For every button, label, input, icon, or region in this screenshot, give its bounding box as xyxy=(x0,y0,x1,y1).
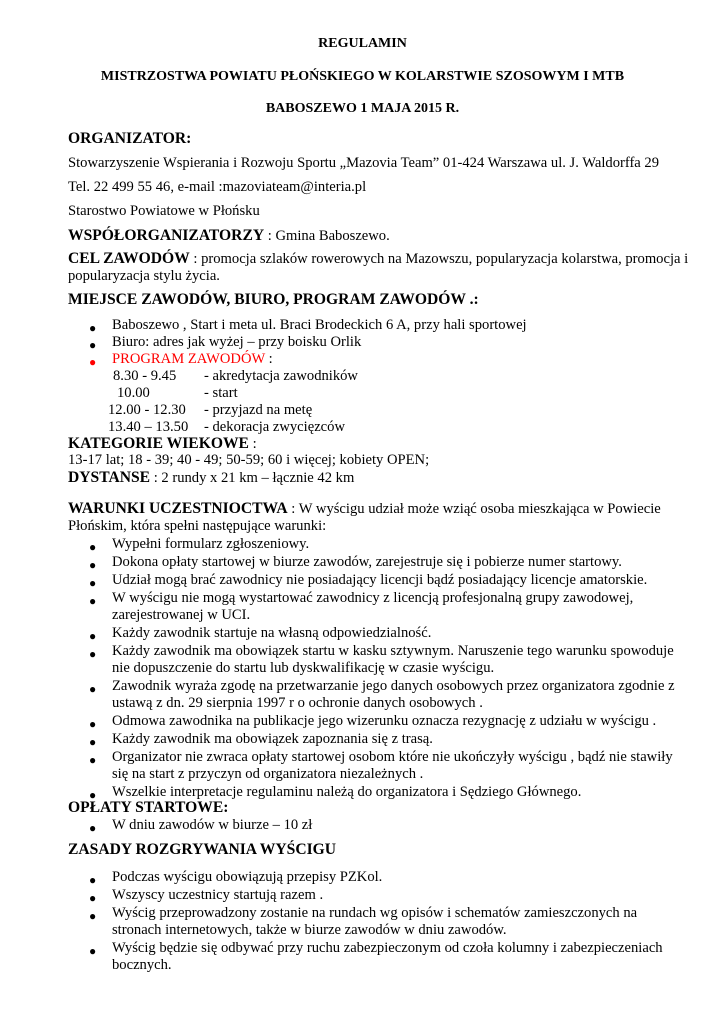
condition-item-cont: ustawą z dn. 29 sierpnia 1997 r o ochronie danych osobowych . xyxy=(112,695,483,711)
condition-item-cont: zarejestrowanej w UCI. xyxy=(112,607,251,623)
bullet-icon: ● xyxy=(89,682,97,696)
condition-item: W wyścigu nie mogą wystartować zawodnicy z licencją profesjonalną grupy zawodowej, xyxy=(112,590,634,606)
condition-item: Każdy zawodnik startuje na własną odpowiedzialność. xyxy=(112,625,432,641)
bullet-icon: ● xyxy=(89,821,97,835)
bullet-icon: ● xyxy=(89,735,97,749)
fees-heading: OPŁATY STARTOWE: xyxy=(68,799,229,816)
conditions-line-1 xyxy=(68,500,661,518)
venue-heading: MIEJSCE ZAWODÓW, BIURO, PROGRAM ZAWODÓW .: xyxy=(68,291,479,308)
condition-item: Wypełni formularz zgłoszeniowy. xyxy=(112,536,310,552)
condition-item: Zawodnik wyraża zgodę na przetwarzanie jego danych osobowych przez organizatora zgodnie z xyxy=(112,678,675,694)
program-label: PROGRAM ZAWODÓW xyxy=(112,351,266,367)
bullet-icon: ● xyxy=(89,891,97,905)
categories-text: 13-17 lat; 18 - 39; 40 - 49; 50-59; 60 i więcej; kobiety OPEN; xyxy=(68,452,430,468)
rule-item-cont: bocznych. xyxy=(112,957,172,973)
categories-colon: : xyxy=(248,436,257,452)
coorganizers-text: : Gmina Baboszewo. xyxy=(264,228,390,244)
rule-item-cont: stronach internetowych, także w biurze zawodów w dniu zawodów. xyxy=(112,922,507,938)
bullet-icon: ● xyxy=(89,321,97,335)
condition-item: Odmowa zawodnika na publikacje jego wizerunku oznacza rezygnację z udziału w wyścigu . xyxy=(112,713,657,729)
organizer-heading: ORGANIZATOR: xyxy=(68,130,192,147)
bullet-icon: ● xyxy=(89,594,97,608)
schedule-time: 10.00 xyxy=(117,385,150,401)
program-colon: : xyxy=(265,351,273,367)
goal-text-1: : promocja szlaków rowerowych na Mazowszu, popularyzacja kolarstwa, promocja i xyxy=(189,251,689,267)
rules-heading: ZASADY ROZGRYWANIA WYŚCIGU xyxy=(68,841,337,858)
schedule-desc: - dekoracja zwycięzców xyxy=(204,419,345,435)
condition-item: Każdy zawodnik ma obowiązek zapoznania się z trasą. xyxy=(112,731,433,747)
schedule-time: 8.30 - 9.45 xyxy=(113,368,177,384)
categories-label: KATEGORIE WIEKOWE xyxy=(68,435,249,452)
bullet-icon: ● xyxy=(89,753,97,767)
bullet-icon: ● xyxy=(89,629,97,643)
rule-item: Wyścig przeprowadzony zostanie na rundach wg opisów i schematów zamieszczonych na xyxy=(112,905,638,921)
condition-item: Udział mogą brać zawodnicy nie posiadający licencji bądź posiadający licencje amatorskie. xyxy=(112,572,648,588)
bullet-icon: ● xyxy=(89,576,97,590)
schedule-time: 13.40 – 13.50 xyxy=(108,419,189,435)
doc-title: REGULAMIN xyxy=(318,36,407,51)
doc-subtitle: MISTRZOSTWA POWIATU PŁOŃSKIEGO W KOLARSTWIE SZOSOWYM I MTB xyxy=(100,69,625,84)
venue-item-1: Baboszewo , Start i meta ul. Braci Brodeckich 6 A, przy hali sportowej xyxy=(112,317,527,333)
schedule-desc: - akredytacja zawodników xyxy=(204,368,358,384)
bullet-icon: ● xyxy=(89,717,97,731)
condition-item: Dokona opłaty startowej w biurze zawodów, zarejestruje się i pobierze numer startowy. xyxy=(112,554,622,570)
schedule-desc: - przyjazd na metę xyxy=(204,402,313,418)
condition-item: Organizator nie zwraca opłaty startowej osobom które nie ukończyły wyścigu , bądź nie stawiły xyxy=(112,749,673,765)
condition-item-cont: nie dopuszczenie do startu lub dyskwalifikację w czasie wyścigu. xyxy=(112,660,495,676)
coorganizers-line xyxy=(68,227,390,245)
schedule-desc: - start xyxy=(204,385,238,401)
rule-item: Podczas wyścigu obowiązują przepisy PZKol. xyxy=(112,869,383,885)
goal-text-2: popularyzacja stylu życia. xyxy=(68,268,220,284)
rule-item: Wyścig będzie się odbywać przy ruchu zabezpieczonym od czoła kolumny i zabezpieczeniach xyxy=(112,940,663,956)
organizer-line-3: Starostwo Powiatowe w Płońsku xyxy=(68,203,260,219)
goal-label: CEL ZAWODÓW xyxy=(68,250,190,267)
conditions-text-1: : W wyścigu udział może wziąć osoba mieszkająca w Powiecie xyxy=(287,501,661,517)
schedule-time: 12.00 - 12.30 xyxy=(108,402,186,418)
bullet-icon: ● xyxy=(89,540,97,554)
bullet-icon: ● xyxy=(89,558,97,572)
conditions-label: WARUNKI UCZESTNIOCTWA xyxy=(68,500,288,517)
coorganizers-label: WSPÓŁORGANIZATORZY xyxy=(68,227,265,244)
bullet-icon: ● xyxy=(89,873,97,887)
rule-item: Wszyscy uczestnicy startują razem . xyxy=(112,887,324,903)
distance-text: : 2 rundy x 21 km – łącznie 42 km xyxy=(150,470,355,486)
organizer-line-2: Tel. 22 499 55 46, e-mail :mazoviateam@interia.pl xyxy=(68,179,367,195)
bullet-icon: ● xyxy=(89,944,97,958)
distance-label: DYSTANSE xyxy=(68,469,151,486)
condition-item: Każdy zawodnik ma obowiązek startu w kasku sztywnym. Naruszenie tego warunku spowoduje xyxy=(112,643,674,659)
goal-line-1 xyxy=(68,250,688,268)
distance-line xyxy=(68,469,354,487)
categories-heading-line xyxy=(68,435,257,453)
bullet-icon: ● xyxy=(89,909,97,923)
bullet-icon: ● xyxy=(89,338,97,352)
program-line xyxy=(112,351,273,368)
bullet-icon: ● xyxy=(89,355,97,369)
doc-date-location: BABOSZEWO 1 MAJA 2015 R. xyxy=(265,101,460,116)
venue-item-2: Biuro: adres jak wyżej – przy boisku Orlik xyxy=(112,334,362,350)
condition-item: Wszelkie interpretacje regulaminu należą do organizatora i Sędziego Głównego. xyxy=(112,784,582,800)
bullet-icon: ● xyxy=(89,788,97,802)
conditions-text-2: Płońskim, która spełni następujące warunki: xyxy=(68,518,327,534)
bullet-icon: ● xyxy=(89,647,97,661)
fees-item: W dniu zawodów w biurze – 10 zł xyxy=(112,817,313,833)
condition-item-cont: się na start z przyczyn od organizatora niezależnych . xyxy=(112,766,424,782)
organizer-line-1: Stowarzyszenie Wspierania i Rozwoju Sportu „Mazovia Team” 01-424 Warszawa ul. J. Waldorffa 29 xyxy=(68,155,660,171)
